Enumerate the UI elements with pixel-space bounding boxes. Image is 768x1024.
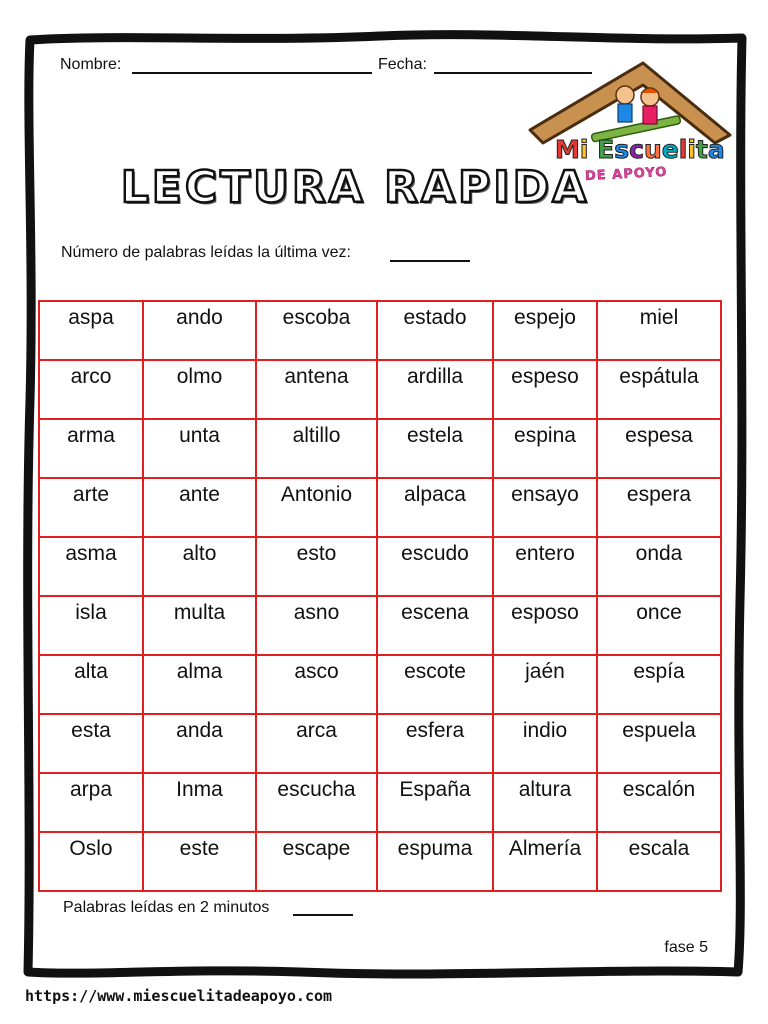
word-cell: arpa bbox=[39, 773, 143, 832]
word-cell: esto bbox=[256, 537, 377, 596]
date-label: Fecha: bbox=[378, 56, 427, 73]
table-row bbox=[39, 537, 721, 596]
word-cell: escudo bbox=[377, 537, 493, 596]
page-title: LECTURA RAPIDA bbox=[120, 162, 590, 213]
word-cell: escena bbox=[377, 596, 493, 655]
word-grid bbox=[38, 300, 722, 892]
word-cell: espesa bbox=[597, 419, 721, 478]
word-cell: espeso bbox=[493, 360, 597, 419]
word-cell: este bbox=[143, 832, 256, 891]
logo-subtitle: DE APOYO bbox=[584, 164, 668, 185]
last-time-label: Número de palabras leídas la última vez: bbox=[61, 244, 351, 261]
word-cell: miel bbox=[597, 301, 721, 360]
word-cell: aspa bbox=[39, 301, 143, 360]
word-cell: espina bbox=[493, 419, 597, 478]
site-url: https://www.miescuelitadeapoyo.com bbox=[25, 987, 333, 1005]
word-cell: onda bbox=[597, 537, 721, 596]
word-cell: espera bbox=[597, 478, 721, 537]
word-cell: escala bbox=[597, 832, 721, 891]
word-cell: anda bbox=[143, 714, 256, 773]
table-row bbox=[39, 655, 721, 714]
word-cell: Inma bbox=[143, 773, 256, 832]
word-cell: alto bbox=[143, 537, 256, 596]
word-cell: arco bbox=[39, 360, 143, 419]
table-row bbox=[39, 419, 721, 478]
word-cell: estela bbox=[377, 419, 493, 478]
word-cell: ante bbox=[143, 478, 256, 537]
word-cell: once bbox=[597, 596, 721, 655]
word-cell: alma bbox=[143, 655, 256, 714]
word-cell: olmo bbox=[143, 360, 256, 419]
word-cell: isla bbox=[39, 596, 143, 655]
word-cell: esta bbox=[39, 714, 143, 773]
word-cell: asno bbox=[256, 596, 377, 655]
words-2min-field[interactable] bbox=[293, 914, 353, 916]
word-cell: ando bbox=[143, 301, 256, 360]
word-cell: altillo bbox=[256, 419, 377, 478]
word-cell: unta bbox=[143, 419, 256, 478]
name-field[interactable] bbox=[132, 72, 372, 74]
word-cell: arma bbox=[39, 419, 143, 478]
last-time-field[interactable] bbox=[390, 260, 470, 262]
word-cell: indio bbox=[493, 714, 597, 773]
table-row bbox=[39, 301, 721, 360]
word-cell: arca bbox=[256, 714, 377, 773]
word-cell: asco bbox=[256, 655, 377, 714]
table-row bbox=[39, 714, 721, 773]
table-row bbox=[39, 832, 721, 891]
word-cell: espuela bbox=[597, 714, 721, 773]
table-row bbox=[39, 478, 721, 537]
word-cell: alta bbox=[39, 655, 143, 714]
table-row bbox=[39, 360, 721, 419]
word-cell: jaén bbox=[493, 655, 597, 714]
word-cell: escape bbox=[256, 832, 377, 891]
word-cell: esposo bbox=[493, 596, 597, 655]
word-cell: espía bbox=[597, 655, 721, 714]
word-cell: multa bbox=[143, 596, 256, 655]
table-row bbox=[39, 596, 721, 655]
words-2min-label: Palabras leídas en 2 minutos bbox=[63, 899, 270, 916]
word-cell: espejo bbox=[493, 301, 597, 360]
word-cell: antena bbox=[256, 360, 377, 419]
word-cell: entero bbox=[493, 537, 597, 596]
table-row bbox=[39, 773, 721, 832]
word-cell: escalón bbox=[597, 773, 721, 832]
word-cell: esfera bbox=[377, 714, 493, 773]
word-cell: ensayo bbox=[493, 478, 597, 537]
word-cell: espátula bbox=[597, 360, 721, 419]
word-cell: asma bbox=[39, 537, 143, 596]
logo-name: Mi Escuelita bbox=[555, 135, 725, 164]
word-cell: arte bbox=[39, 478, 143, 537]
word-cell: escoba bbox=[256, 301, 377, 360]
word-cell: alpaca bbox=[377, 478, 493, 537]
word-cell: Oslo bbox=[39, 832, 143, 891]
word-cell: altura bbox=[493, 773, 597, 832]
word-cell: ardilla bbox=[377, 360, 493, 419]
word-cell: España bbox=[377, 773, 493, 832]
name-label: Nombre: bbox=[60, 56, 122, 73]
word-cell: estado bbox=[377, 301, 493, 360]
word-cell: Antonio bbox=[256, 478, 377, 537]
word-cell: espuma bbox=[377, 832, 493, 891]
word-cell: Almería bbox=[493, 832, 597, 891]
word-cell: escote bbox=[377, 655, 493, 714]
fase-label: fase 5 bbox=[664, 939, 708, 956]
word-cell: escucha bbox=[256, 773, 377, 832]
